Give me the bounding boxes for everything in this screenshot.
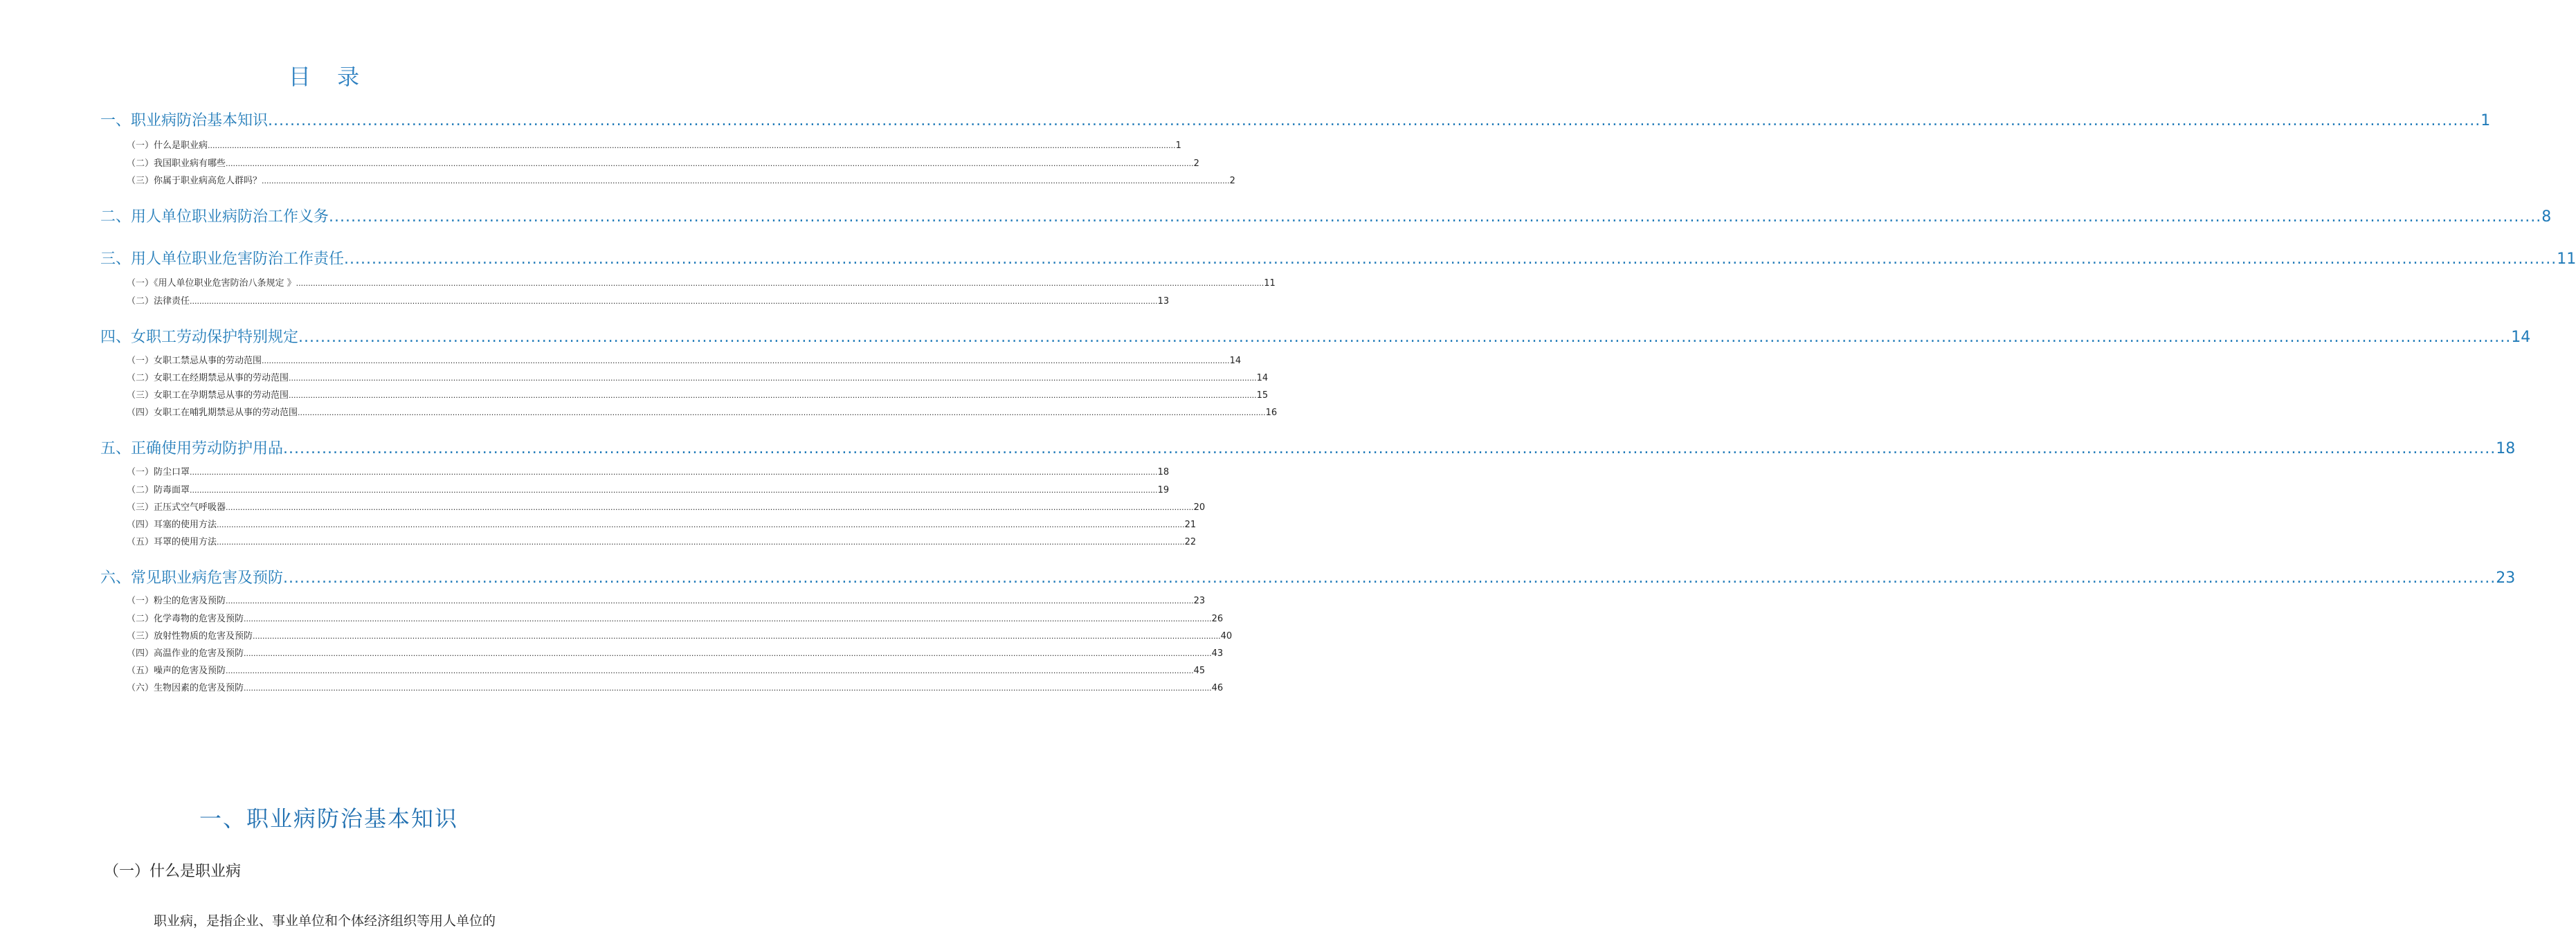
toc-leader-dots: ................................................................................................................................................................................................................................................................................................................................................................................................................ bbox=[283, 440, 2496, 457]
toc-title: 目 录 bbox=[288, 64, 370, 90]
toc-page-number: 14 bbox=[1229, 356, 1242, 366]
toc-section-entry[interactable] bbox=[127, 293, 1170, 307]
toc-leader-dots: ................................................................................................................................................................................................................................................................................................................................................................................................................ bbox=[226, 666, 1194, 675]
toc-page-number: 18 bbox=[2496, 440, 2516, 457]
toc-leader-dots: ................................................................................................................................................................................................................................................................................................................................................................................................................ bbox=[289, 374, 1257, 383]
toc-leader-dots: ................................................................................................................................................................................................................................................................................................................................................................................................................ bbox=[217, 538, 1185, 547]
toc-leader-dots: ................................................................................................................................................................................................................................................................................................................................................................................................................ bbox=[244, 649, 1212, 658]
toc-page-number: 23 bbox=[1193, 596, 1206, 606]
toc-page-number: 46 bbox=[1211, 683, 1224, 693]
toc-entry-title: （四）高温作业的危害及预防 bbox=[127, 648, 244, 659]
toc-leader-dots: ................................................................................................................................................................................................................................................................................................................................................................................................................ bbox=[253, 632, 1221, 641]
toc-leader-dots: ................................................................................................................................................................................................................................................................................................................................................................................................................ bbox=[190, 486, 1158, 495]
toc-page-number: 20 bbox=[1193, 502, 1206, 513]
toc-page-number: 13 bbox=[1157, 296, 1170, 307]
toc-entry-title: （四）女职工在哺乳期禁忌从事的劳动范围 bbox=[127, 408, 298, 418]
toc-entry-title: （五）耳罩的使用方法 bbox=[127, 537, 217, 547]
toc-entry-title: （三）放射性物质的危害及预防 bbox=[127, 631, 253, 641]
toc-section-entry[interactable] bbox=[127, 156, 1199, 169]
toc-entry-title: （二）女职工在经期禁忌从事的劳动范围 bbox=[127, 373, 289, 383]
chapter-title: 一、职业病防治基本知识 bbox=[199, 805, 458, 832]
toc-entry-title: （一）女职工禁忌从事的劳动范围 bbox=[127, 356, 262, 366]
toc-page-number: 22 bbox=[1184, 537, 1197, 547]
toc-entry-title: 一、职业病防治基本知识 bbox=[100, 112, 269, 129]
toc-page-number: 19 bbox=[1157, 485, 1170, 495]
toc-leader-dots: ................................................................................................................................................................................................................................................................................................................................................................................................................ bbox=[226, 596, 1194, 605]
toc-chapter-entry[interactable] bbox=[100, 437, 2516, 458]
toc-entry-title: （二）我国职业病有哪些 bbox=[127, 158, 226, 169]
toc-page-number: 2 bbox=[1229, 176, 1235, 186]
toc-leader-dots: ................................................................................................................................................................................................................................................................................................................................................................................................................ bbox=[244, 614, 1212, 623]
toc-leader-dots: ................................................................................................................................................................................................................................................................................................................................................................................................................ bbox=[190, 297, 1158, 306]
toc-section-entry[interactable] bbox=[127, 464, 1170, 477]
toc-page-number: 18 bbox=[1157, 467, 1170, 477]
toc-section-entry[interactable] bbox=[127, 500, 1206, 513]
toc-entry-title: （一）粉尘的危害及预防 bbox=[127, 596, 226, 606]
section-title: （一）什么是职业病 bbox=[104, 863, 242, 880]
toc-leader-dots: ................................................................................................................................................................................................................................................................................................................................................................................................................ bbox=[298, 329, 2512, 346]
toc-page-number: 16 bbox=[1265, 408, 1278, 418]
toc-section-entry[interactable] bbox=[127, 628, 1233, 641]
toc-entry-title: （六）生物因素的危害及预防 bbox=[127, 683, 244, 693]
toc-leader-dots: ................................................................................................................................................................................................................................................................................................................................................................................................................ bbox=[217, 520, 1185, 529]
toc-leader-dots: ................................................................................................................................................................................................................................................................................................................................................................................................................ bbox=[329, 208, 2542, 226]
toc-section-entry[interactable] bbox=[127, 482, 1170, 495]
toc-entry-title: （三）你属于职业病高危人群吗？ bbox=[127, 176, 262, 186]
toc-chapter-entry[interactable] bbox=[100, 566, 2516, 587]
toc-section-entry[interactable] bbox=[127, 353, 1242, 366]
toc-section-entry[interactable] bbox=[127, 275, 1276, 289]
toc-leader-dots: ................................................................................................................................................................................................................................................................................................................................................................................................................ bbox=[226, 159, 1194, 168]
toc-entry-title: （一）《用人单位职业危害防治八条规定 》 bbox=[127, 278, 296, 289]
toc-page-number: 26 bbox=[1211, 614, 1224, 624]
toc-leader-dots: ................................................................................................................................................................................................................................................................................................................................................................................................................ bbox=[226, 503, 1194, 512]
toc-entry-title: （二）化学毒物的危害及预防 bbox=[127, 614, 244, 624]
toc-page-number: 21 bbox=[1184, 520, 1197, 530]
toc-leader-dots: ................................................................................................................................................................................................................................................................................................................................................................................................................ bbox=[289, 391, 1257, 400]
toc-section-entry[interactable] bbox=[127, 138, 1181, 151]
toc-entry-title: 五、正确使用劳动防护用品 bbox=[100, 440, 284, 457]
toc-entry-title: （三）女职工在孕期禁忌从事的劳动范围 bbox=[127, 390, 289, 401]
toc-entry-title: （四）耳塞的使用方法 bbox=[127, 520, 217, 530]
toc-section-entry[interactable] bbox=[127, 611, 1224, 624]
toc-section-entry[interactable] bbox=[127, 370, 1269, 383]
toc-section-entry[interactable] bbox=[127, 517, 1197, 530]
toc-section-entry[interactable] bbox=[127, 405, 1278, 418]
toc-chapter-entry[interactable] bbox=[100, 205, 2552, 226]
toc-section-entry[interactable] bbox=[127, 534, 1197, 547]
toc-leader-dots: ................................................................................................................................................................................................................................................................................................................................................................................................................ bbox=[344, 250, 2557, 268]
toc-page-number: 14 bbox=[2511, 329, 2531, 346]
toc-leader-dots: ................................................................................................................................................................................................................................................................................................................................................................................................................ bbox=[296, 279, 1264, 288]
toc-section-entry[interactable] bbox=[127, 663, 1206, 676]
toc-leader-dots: ................................................................................................................................................................................................................................................................................................................................................................................................................ bbox=[208, 141, 1176, 150]
toc-entry-title: 二、用人单位职业病防治工作义务 bbox=[100, 208, 329, 226]
toc-page-number: 11 bbox=[1264, 278, 1276, 289]
toc-chapter-entry[interactable] bbox=[100, 109, 2491, 130]
toc-entry-title: 三、用人单位职业危害防治工作责任 bbox=[100, 250, 345, 268]
toc-page-number: 1 bbox=[2480, 112, 2491, 129]
toc-entry-title: 四、女职工劳动保护特别规定 bbox=[100, 329, 299, 346]
toc-entry-title: （五）噪声的危害及预防 bbox=[127, 666, 226, 676]
body-paragraph: 职业病，是指企业、事业单位和个体经济组织等用人单位的 bbox=[154, 913, 496, 929]
toc-section-entry[interactable] bbox=[127, 646, 1224, 659]
toc-entry-title: （一）什么是职业病 bbox=[127, 140, 208, 151]
toc-entry-title: （二）法律责任 bbox=[127, 296, 190, 307]
toc-page-number: 11 bbox=[2557, 250, 2576, 268]
toc-entry-title: 六、常见职业病危害及预防 bbox=[100, 569, 284, 587]
toc-entry-title: （二）防毒面罩 bbox=[127, 485, 190, 495]
toc-chapter-entry[interactable] bbox=[100, 247, 2576, 268]
toc-page-number: 40 bbox=[1220, 631, 1233, 641]
toc-page-number: 14 bbox=[1256, 373, 1269, 383]
toc-page-number: 45 bbox=[1193, 666, 1206, 676]
toc-page-number: 43 bbox=[1211, 648, 1224, 659]
toc-leader-dots: ................................................................................................................................................................................................................................................................................................................................................................................................................ bbox=[262, 356, 1230, 365]
toc-section-entry[interactable] bbox=[127, 593, 1206, 606]
toc-chapter-entry[interactable] bbox=[100, 325, 2531, 347]
toc-leader-dots: ................................................................................................................................................................................................................................................................................................................................................................................................................ bbox=[244, 684, 1212, 693]
toc-section-entry[interactable] bbox=[127, 173, 1235, 186]
toc-section-entry[interactable] bbox=[127, 680, 1224, 693]
toc-leader-dots: ................................................................................................................................................................................................................................................................................................................................................................................................................ bbox=[262, 176, 1230, 185]
toc-entry-title: （三）正压式空气呼吸器 bbox=[127, 502, 226, 513]
toc-page-number: 23 bbox=[2496, 569, 2516, 587]
toc-leader-dots: ................................................................................................................................................................................................................................................................................................................................................................................................................ bbox=[268, 112, 2481, 129]
toc-leader-dots: ................................................................................................................................................................................................................................................................................................................................................................................................................ bbox=[190, 468, 1158, 477]
toc-page-number: 2 bbox=[1193, 158, 1199, 169]
toc-leader-dots: ................................................................................................................................................................................................................................................................................................................................................................................................................ bbox=[283, 569, 2496, 587]
toc-page-number: 15 bbox=[1256, 390, 1269, 401]
toc-section-entry[interactable] bbox=[127, 388, 1269, 401]
toc-entry-title: （一）防尘口罩 bbox=[127, 467, 190, 477]
toc-leader-dots: ................................................................................................................................................................................................................................................................................................................................................................................................................ bbox=[298, 408, 1266, 417]
toc-page-number: 8 bbox=[2541, 208, 2552, 226]
toc-page-number: 1 bbox=[1175, 140, 1181, 151]
